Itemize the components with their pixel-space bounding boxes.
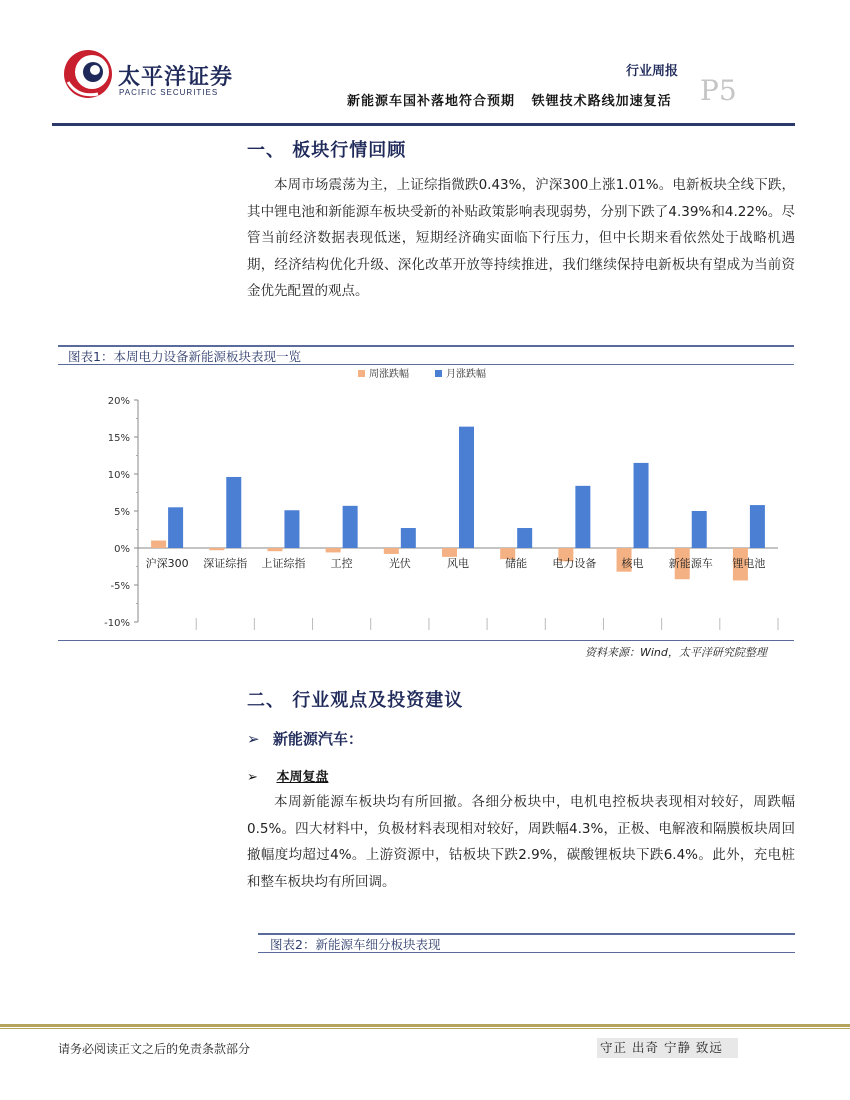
bar-monthly-1: [226, 477, 241, 548]
bar-monthly-10: [750, 505, 765, 548]
legend-label: 月涨跌幅: [446, 369, 486, 380]
legend-swatch: [435, 370, 442, 377]
figure1-source: 资料来源：Wind，太平洋研究院整理: [585, 646, 767, 659]
footer-rule-thin: [0, 1028, 850, 1029]
y-tick-label: 0%: [114, 544, 130, 555]
arrow-bullet-icon: ➢: [247, 770, 258, 785]
footer-motto: 守正 出奇 宁静 致远: [597, 1038, 738, 1058]
bar-monthly-7: [575, 486, 590, 548]
bar-weekly-1: [209, 548, 224, 550]
bar-monthly-2: [284, 510, 299, 548]
header-rule: [52, 123, 795, 126]
x-category-label: 新能源车: [668, 557, 713, 570]
x-category-label: 储能: [505, 557, 528, 570]
figure1-bar-chart: [58, 365, 794, 640]
legend-swatch: [358, 370, 365, 377]
arrow-bullet-icon: ➢: [247, 730, 260, 748]
bar-weekly-3: [326, 548, 341, 552]
section1-paragraph: 本周市场震荡为主，上证综指微跌0.43%，沪深300上涨1.01%。电新板块全线下跌，其中锂电池和新能源车板块受新的补贴政策影响表现弱势，分别下跌了4.39%和4.22%。尽管当前经济数据表现低迷，短期经济确实面临下行压力，但中长期来看依然处于战略机遇期，经济结构优化升级、深化改革开放等持续推进，我们继续保持电新板块有望成为当前资金优先配置的观点。: [247, 177, 795, 299]
section2-paragraph: 本周新能源车板块均有所回撤。各细分板块中，电机电控板块表现相对较好，周跌幅0.5%。四大材料中，负极材料表现相对较好，周跌幅4.3%，正极、电解液和隔膜板块周回撤幅度均超过4%。上游资源中，钴板块下跌2.9%，碳酸锂板块下跌6.4%。此外，充电桩和整车板块均有所回调。: [247, 794, 795, 890]
x-category-label: 沪深300: [145, 557, 189, 570]
bar-weekly-0: [151, 541, 166, 548]
x-category-label: 核电: [621, 557, 644, 570]
legend-label: 周涨跌幅: [369, 369, 409, 380]
x-category-label: 光伏: [388, 557, 411, 570]
bar-monthly-4: [401, 528, 416, 548]
x-category-label: 深证综指: [203, 557, 248, 570]
section1-title: 一、 板块行情回顾: [247, 140, 407, 161]
footer-rule: [0, 1024, 850, 1027]
subsection-heading: [247, 728, 363, 749]
bar-monthly-3: [343, 506, 358, 548]
bar-weekly-5: [442, 548, 457, 557]
y-tick-label: 5%: [114, 507, 130, 518]
logo-english-name: PACIFIC SECURITIES: [119, 88, 219, 97]
y-tick-label: -10%: [104, 618, 130, 629]
y-tick-label: 10%: [107, 470, 130, 481]
report-type: 行业周报: [626, 64, 679, 79]
figure1-bottom-rule: [58, 640, 794, 641]
y-tick-label: 20%: [107, 396, 130, 407]
figure2-caption: 图表2：新能源车细分板块表现: [258, 933, 795, 953]
bar-weekly-2: [267, 548, 282, 551]
y-tick-label: -5%: [110, 581, 130, 592]
page-number-value: 5: [718, 74, 737, 107]
bar-monthly-8: [634, 463, 649, 548]
figure1-caption: 图表1：本周电力设备新能源板块表现一览: [58, 345, 794, 365]
footer-disclaimer: 请务必阅读正文之后的免责条款部分: [58, 1042, 251, 1056]
company-logo-icon: [62, 48, 114, 100]
x-category-label: 锂电池: [732, 557, 766, 570]
bar-monthly-9: [692, 511, 707, 548]
bar-monthly-0: [168, 507, 183, 548]
review-heading: [247, 766, 328, 785]
logo-chinese-name: 太平洋证券: [118, 65, 234, 90]
x-category-label: 电力设备: [552, 557, 597, 570]
section2-title: 二、 行业观点及投资建议: [247, 690, 464, 711]
x-category-label: 风电: [447, 557, 469, 570]
bar-weekly-4: [384, 548, 399, 554]
review-title: 本周复盘: [276, 770, 329, 785]
bar-monthly-5: [459, 427, 474, 548]
y-tick-label: 15%: [107, 433, 130, 444]
x-category-label: 上证综指: [261, 557, 306, 570]
x-category-label: 工控: [330, 557, 353, 570]
page-number: [700, 68, 737, 109]
subsection-title: 新能源汽车：: [272, 730, 363, 748]
page-prefix: P: [700, 74, 719, 107]
bar-monthly-6: [517, 528, 532, 548]
report-headline: 新能源车国补落地符合预期 铁锂技术路线加速复活: [347, 94, 672, 109]
